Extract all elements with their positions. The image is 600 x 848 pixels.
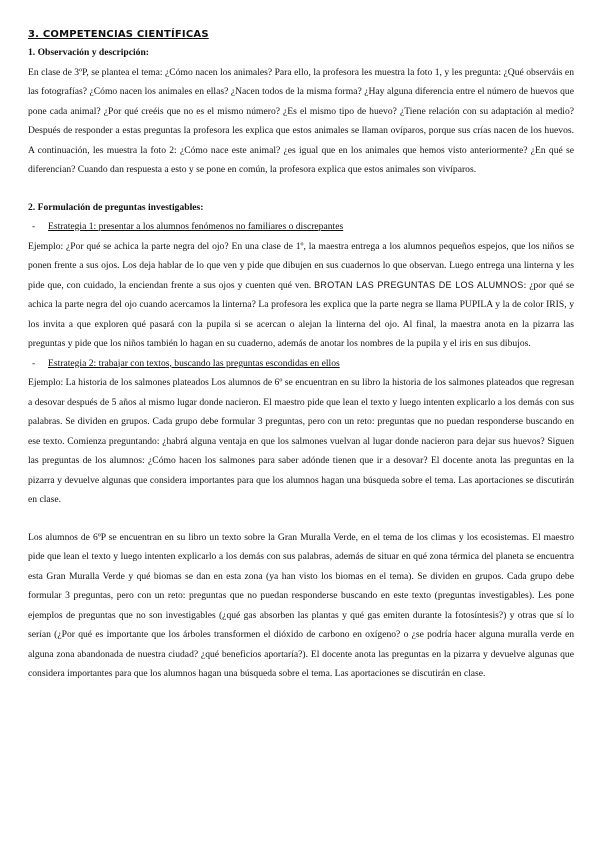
spacer xyxy=(28,510,574,528)
document-page xyxy=(28,26,574,684)
page-title: 3. COMPETENCIAS CIENTÍFICAS xyxy=(28,29,209,40)
example-3-paragraph: Los alumnos de 6ºP se encuentran en su libro un texto sobre la Gran Muralla Verde, en el tema de los climas y los ecosistemas. El maestro pide que lean el texto y luego intenten explicarlo a los demás con sus palabras, además de situar en qué zona térmica del planeta se encuentra esta Gran Muralla Verde y qué biomas se dan en esta zona (ya han visto los biomas en el tema). Se dividen en grupos. Cada grupo debe formular 3 preguntas, pero con un reto: preguntas que no puedan responderse buscando en este texto (preguntas investigables). Les pone ejemplos de preguntas que no son investigables (¿qué gas absorben las plantas y qué gas emiten durante la fotosíntesis?) y otras que sí lo serían (¿Por qué es importante que los árboles transformen el dióxido de carbono en oxígeno? o ¿se podría hacer alguna muralla verde en alguna zona abandonada de nuestra ciudad? ¿qué beneficios aportaría?). El docente anota las preguntas en la pizarra y devuelve algunas que considera importantes para que los alumnos hagan una búsqueda sobre el tema. Las aportaciones se discutirán en clase. xyxy=(28,531,574,679)
strategy-1-item xyxy=(28,217,574,237)
section-1-heading: 1. Observación y descripción: xyxy=(28,47,149,58)
strategy-2-label: Estrategia 2: trabajar con textos, buscando las preguntas escondidas en ellos xyxy=(48,357,340,369)
example-1-continued: : ¿por qué se achica la parte negra del ojo cuando acercamos la linterna? La profesora les explica que la parte negra se llama PUPILA y la de color IRIS, y los invita a que exploren qué pasará con la pupila si se acercan o alejan la linterna del ojo. Al final, la maestra anota en la pizarra las preguntas y pide que los niños también lo hagan en su cuaderno, además de anotar los nombres de la pupila y el iris en sus dibujos. xyxy=(28,279,574,349)
spacer xyxy=(28,180,574,198)
example-2-paragraph: Ejemplo: La historia de los salmones plateados Los alumnos de 6º se encuentran en su libro la historia de los salmones plateados que regresan a desovar después de 5 años al mismo lugar donde nacieron. El maestro pide que lean el texto y luego intenten explicarlo a los demás con sus palabras. Se dividen en grupos. Cada grupo debe formular 3 preguntas, pero con un reto: preguntas que no puedan responderse buscando en ese texto. Comienza preguntando: ¿habrá alguna ventaja en que los salmones vuelvan al lugar donde nacieron para dejar sus huevos? Siguen las preguntas de los alumnos: ¿Cómo hacen los salmones para saber adónde tienen que ir a desovar? El docente anota las preguntas en la pizarra y devuelve algunas que considera importantes para que los alumnos hagan una búsqueda sobre el tema. Las aportaciones se discutirán en clase. xyxy=(28,377,574,505)
example-1-caps: BROTAN LAS PREGUNTAS DE LOS ALUMNOS xyxy=(314,279,524,290)
section-2-heading: 2. Formulación de preguntas investigables: xyxy=(28,201,204,213)
section-1-paragraph: En clase de 3ºP, se plantea el tema: ¿Cómo nacen los animales? Para ello, la profesora les muestra la foto 1, y les pregunta: ¿Qué observáis en las fotografías? ¿Cómo nacen los animales en ellas? ¿Nacen todos de la misma forma? ¿Hay alguna diferencia entre el número de huevos que pone cada animal? ¿Por qué creéis que no es el mismo número? ¿Es el mismo tipo de huevo? ¿Tiene relación con su adaptación al medio? Después de responder a estas preguntas la profesora les explica que estos animales se llaman ovíparos, porque sus crías nacen de los huevos. A continuación, les muestra la foto 2: ¿Cómo nace este animal? ¿es igual que en los animales que hemos visto anteriormente? ¿En qué se diferencian? Cuando dan respuesta a esto y se pone en común, la profesora explica que estos animales son vivíparos. xyxy=(28,66,574,175)
strategy-2-item xyxy=(28,354,574,374)
bullet-dash: - xyxy=(32,221,36,232)
strategy-1-label: Estrategia 1: presentar a los alumnos fenómenos no familiares o discrepantes xyxy=(48,221,344,232)
example-1-paragraph xyxy=(28,237,574,354)
example-1-intro: Ejemplo: ¿Por qué se achica la parte negra del ojo? En una clase de 1º, la maestra entrega a los alumnos pequeños espejos, que los niños se ponen frente a sus ojos. Los deja hablar de lo que ven y pide que dibujen en sus cuadernos lo que observan. Luego entrega una linterna y les pide que, con cuidado, la enciendan frente a sus ojos y cuenten qué ven. xyxy=(28,240,574,291)
bullet-dash: - xyxy=(32,357,36,369)
